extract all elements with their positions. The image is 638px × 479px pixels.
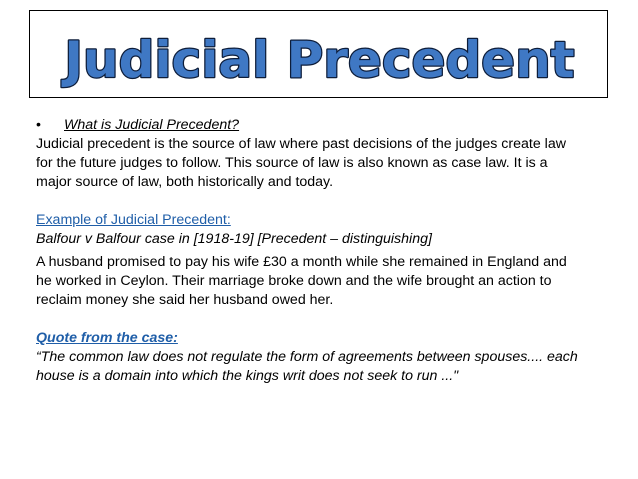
definition-line-1: Judicial precedent is the source of law where past decisions of the judges create law [36, 136, 566, 152]
case-facts-line-3: reclaim money she said her husband owed her. [36, 292, 334, 308]
title-frame [29, 10, 608, 98]
case-facts-line-2: he worked in Ceylon. Their marriage broke down and the wife brought an action to [36, 273, 552, 289]
bullet-icon: • [36, 117, 41, 133]
spacer [36, 192, 602, 211]
title-graphic [30, 11, 609, 99]
page-title: Judicial Precedent [64, 31, 575, 89]
case-facts-line-1: A husband promised to pay his wife £30 a month while she remained in England and [36, 254, 567, 270]
example-heading: Example of Judicial Precedent: [36, 212, 231, 228]
definition-line-2: for the future judges to follow. This source of law is also known as case law. It is a [36, 155, 548, 171]
question-heading: What is Judicial Precedent? [64, 117, 240, 133]
quote-line-2: house is a domain into which the kings writ does not seek to run ..." [36, 368, 459, 384]
definition-line-3: major source of law, both historically and today. [36, 174, 334, 190]
spacer [36, 310, 602, 329]
bullet-question-row [36, 116, 602, 135]
content-body [36, 116, 602, 386]
case-citation: Balfour v Balfour case in [1918-19] [Precedent – distinguishing] [36, 231, 432, 247]
quote-line-1: “The common law does not regulate the form of agreements between spouses.... each [36, 349, 578, 365]
quote-heading: Quote from the case: [36, 330, 178, 346]
